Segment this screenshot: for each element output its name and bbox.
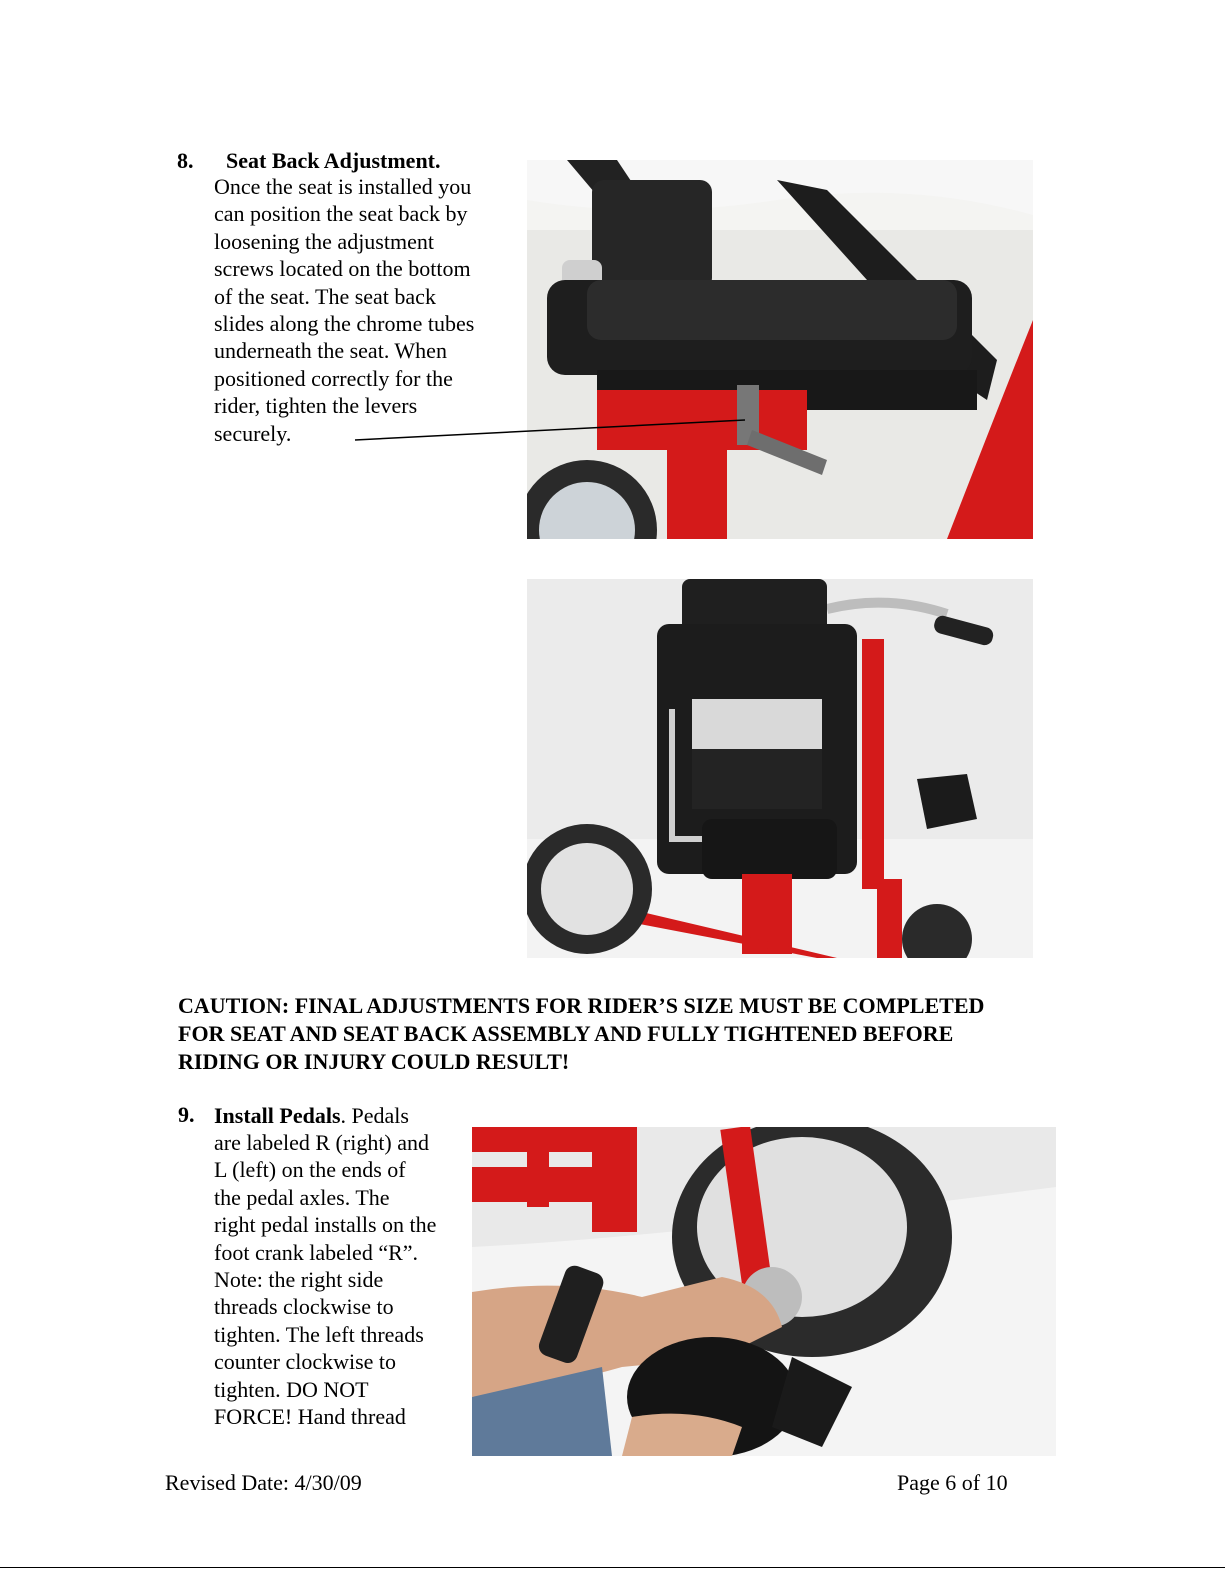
caution-line: CAUTION: FINAL ADJUSTMENTS FOR RIDER’S SIZE MUST BE COMPLETED <box>178 993 985 1018</box>
body-line: L (left) on the ends of <box>214 1157 406 1183</box>
body-line: the pedal axles. The <box>214 1184 390 1210</box>
seat-lever-photo <box>527 160 1033 539</box>
pointer-arrow-line <box>350 415 750 445</box>
page-bottom-rule <box>0 1567 1225 1568</box>
caution-line: FOR SEAT AND SEAT BACK ASSEMBLY AND FULLY TIGHTENED BEFORE <box>178 1021 954 1046</box>
seat-rear-photo <box>527 579 1033 958</box>
body-line: underneath the seat. When <box>214 338 447 364</box>
caution-warning <box>178 992 1078 1076</box>
page-number: Page 6 of 10 <box>897 1470 1008 1495</box>
body-line: threads clockwise to <box>214 1294 394 1320</box>
body-line: tighten. DO NOT <box>214 1376 369 1402</box>
caution-line: RIDING OR INJURY COULD RESULT! <box>178 1049 570 1074</box>
body-line: screws located on the bottom <box>214 256 471 282</box>
step-9-heading <box>214 1102 409 1129</box>
body-line: of the seat. The seat back <box>214 283 436 309</box>
body-line: are labeled R (right) and <box>214 1130 430 1155</box>
pedal-install-photo <box>472 1127 1056 1456</box>
body-line: slides along the chrome tubes <box>214 311 475 337</box>
step-9-title-suffix: . Pedals <box>340 1103 409 1128</box>
body-line: loosening the adjustment <box>214 228 434 254</box>
body-line: Once the seat is installed you <box>214 174 472 199</box>
body-line: Note: the right side <box>214 1267 384 1293</box>
body-line: securely. <box>214 420 292 446</box>
step-8-number: 8. <box>177 148 194 173</box>
body-line: tighten. The left threads <box>214 1321 424 1347</box>
body-line: counter clockwise to <box>214 1349 397 1375</box>
body-line: can position the seat back by <box>214 201 468 227</box>
body-line: rider, tighten the levers <box>214 393 418 419</box>
step-9-body <box>214 1129 474 1430</box>
body-line: foot crank labeled “R”. <box>214 1239 419 1265</box>
body-line: right pedal installs on the <box>214 1212 437 1238</box>
body-line: FORCE! Hand thread <box>214 1404 406 1430</box>
step-8-body <box>214 173 514 447</box>
step-9-number: 9. <box>178 1102 195 1127</box>
body-line: positioned correctly for the <box>214 365 453 391</box>
revised-date: Revised Date: 4/30/09 <box>165 1470 362 1495</box>
step-8-title: Seat Back Adjustment. <box>226 148 441 173</box>
step-9-title: Install Pedals <box>214 1103 341 1128</box>
